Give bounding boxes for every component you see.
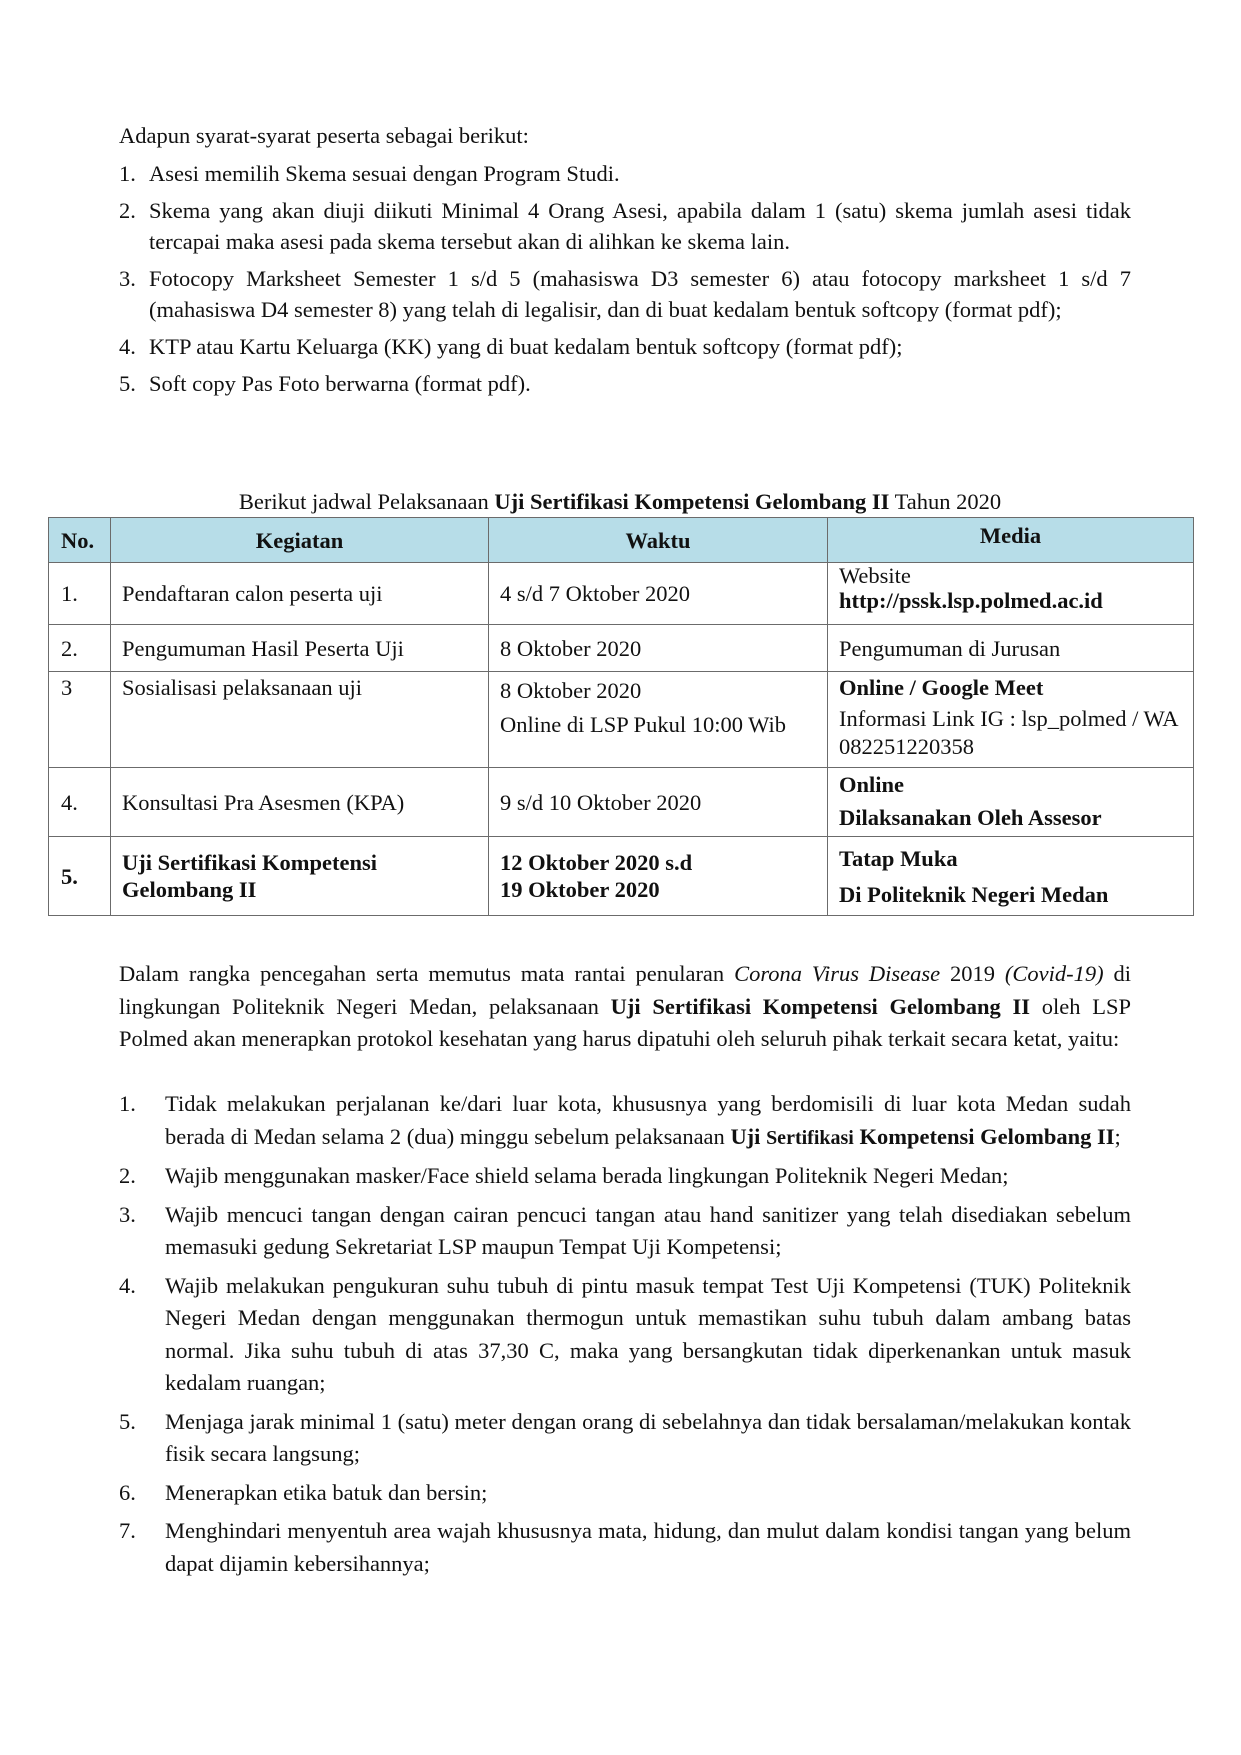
cell-waktu: 4 s/d 7 Oktober 2020 bbox=[489, 563, 828, 625]
list-text: Wajib melakukan pengukuran suhu tubuh di pintu masuk tempat Test Uji Kompetensi (TUK) Politeknik Negeri Medan dengan menggunakan thermogun untuk memastikan suhu tubuh dalam ambang batas normal. Jika suhu tubuh di atas 37,30 C, maka yang bersangkutan tidak diperkenankan untuk masuk kedalam ruangan; bbox=[165, 1272, 1131, 1395]
list-item bbox=[119, 1406, 1131, 1471]
cell-kegiatan: Pendaftaran calon peserta uji bbox=[111, 563, 489, 625]
cell-media bbox=[828, 672, 1194, 768]
list-item bbox=[119, 1477, 1131, 1510]
cell-no: 1. bbox=[49, 563, 111, 625]
media-detail: Dilaksanakan Oleh Assesor bbox=[839, 805, 1102, 830]
media-detail: Di Politeknik Negeri Medan bbox=[839, 882, 1109, 907]
header-waktu: Waktu bbox=[489, 518, 828, 563]
list-item bbox=[119, 1088, 1131, 1154]
list-item bbox=[119, 263, 1131, 325]
list-text: Wajib menggunakan masker/Face shield selama berada lingkungan Politeknik Negeri Medan; bbox=[165, 1163, 1009, 1188]
website-link[interactable]: http://pssk.lsp.polmed.ac.id bbox=[839, 588, 1103, 613]
list-number: 1. bbox=[119, 161, 136, 186]
media-label: Online bbox=[839, 772, 905, 797]
media-label: Website bbox=[839, 563, 911, 588]
list-number: 5. bbox=[119, 371, 136, 396]
header-kegiatan: Kegiatan bbox=[111, 518, 489, 563]
list-text: Menerapkan etika batuk dan bersin; bbox=[165, 1479, 488, 1505]
list-item bbox=[119, 1515, 1131, 1580]
para-italic: (Covid-19) bbox=[1004, 961, 1104, 986]
list-text: ; bbox=[1114, 1123, 1121, 1149]
list-number: 5. bbox=[119, 1408, 136, 1434]
list-number: 6. bbox=[119, 1479, 136, 1505]
list-item bbox=[119, 1199, 1131, 1264]
waktu-line: 12 Oktober 2020 s.d bbox=[500, 850, 693, 875]
cell-media bbox=[828, 837, 1194, 916]
waktu-line: 8 Oktober 2020 bbox=[500, 678, 642, 703]
schedule-table bbox=[48, 517, 1194, 916]
caption-prefix: Berikut jadwal Pelaksanaan bbox=[238, 489, 495, 514]
list-text: Soft copy Pas Foto berwarna (format pdf). bbox=[149, 371, 531, 396]
cell-no: 5. bbox=[49, 837, 111, 916]
list-text: KTP atau Kartu Keluarga (KK) yang di buat kedalam bentuk softcopy (format pdf); bbox=[149, 334, 903, 359]
list-text: Menjaga jarak minimal 1 (satu) meter dengan orang di sebelahnya dan tidak bersalaman/melakukan kontak fisik secara langsung; bbox=[165, 1408, 1131, 1466]
cell-no: 3 bbox=[49, 672, 111, 768]
table-row bbox=[49, 625, 1194, 672]
list-text: Menghindari menyentuh area wajah khususnya mata, hidung, dan mulut dalam kondisi tangan yang belum dapat dijamin kebersihannya; bbox=[165, 1518, 1131, 1576]
list-number: 7. bbox=[119, 1518, 136, 1543]
protocol-paragraph bbox=[119, 958, 1131, 1056]
list-number: 1. bbox=[119, 1091, 136, 1116]
waktu-line: Online di LSP Pukul 10:00 Wib bbox=[500, 712, 786, 737]
cell-kegiatan: Konsultasi Pra Asesmen (KPA) bbox=[111, 768, 489, 837]
para-text: oleh LSP Polmed akan menerapkan protokol kesehatan yang harus dipatuhi oleh seluruh pihak terkait secara ketat, yaitu: bbox=[119, 993, 1131, 1051]
para-text: di lingkungan Politeknik Negeri Medan, pelaksanaan bbox=[119, 961, 1131, 1019]
media-detail: Informasi Link IG : lsp_polmed / WA 082251220358 bbox=[839, 706, 1178, 759]
list-item bbox=[119, 1160, 1131, 1193]
cell-kegiatan: Sosialisasi pelaksanaan uji bbox=[111, 672, 489, 768]
cell-media bbox=[828, 563, 1194, 625]
cell-no: 4. bbox=[49, 768, 111, 837]
cell-media: Pengumuman di Jurusan bbox=[828, 625, 1194, 672]
para-bold: Uji Sertifikasi Kompetensi Gelombang II bbox=[610, 993, 1031, 1019]
table-row bbox=[49, 768, 1194, 837]
list-number: 4. bbox=[119, 334, 136, 359]
list-bold: Sertifikasi bbox=[766, 1126, 854, 1149]
list-text: Tidak melakukan perjalanan ke/dari luar kota, khususnya yang berdomisili di luar kota Medan sudah berada di Medan selama 2 (dua) minggu sebelum pelaksanaan bbox=[165, 1091, 1131, 1149]
list-number: 4. bbox=[119, 1272, 136, 1298]
list-item bbox=[119, 195, 1131, 257]
header-media: Media bbox=[828, 518, 1194, 563]
table-row bbox=[49, 672, 1194, 768]
protocol-list bbox=[119, 1088, 1131, 1586]
requirements-intro: Adapun syarat-syarat peserta sebagai berikut: bbox=[119, 123, 529, 148]
cell-waktu: 9 s/d 10 Oktober 2020 bbox=[489, 768, 828, 837]
list-number: 2. bbox=[119, 198, 136, 223]
para-italic: Corona Virus Disease bbox=[734, 961, 941, 986]
para-text: Dalam rangka pencegahan serta memutus mata rantai penularan bbox=[119, 961, 735, 986]
media-label: Online / Google Meet bbox=[839, 675, 1044, 700]
list-number: 3. bbox=[119, 1201, 136, 1227]
header-no: No. bbox=[49, 518, 111, 563]
list-item bbox=[119, 331, 1131, 362]
list-text: Fotocopy Marksheet Semester 1 s/d 5 (mahasiswa D3 semester 6) atau fotocopy marksheet 1 s/d 7 (mahasiswa D4 semester 8) yang telah di legalisir, dan di buat kedalam bentuk softcopy (format pdf); bbox=[149, 266, 1131, 322]
list-bold: Kompetensi Gelombang II bbox=[853, 1123, 1115, 1149]
caption-suffix: Tahun 2020 bbox=[889, 489, 1002, 514]
para-text: 2019 bbox=[940, 961, 1005, 986]
caption-bold: Uji Sertifikasi Kompetensi Gelombang II bbox=[494, 489, 890, 514]
requirements-list bbox=[119, 158, 1131, 405]
cell-no: 2. bbox=[49, 625, 111, 672]
list-text: Wajib mencuci tangan dengan cairan pencuci tangan atau hand sanitizer yang telah disediakan sebelum memasuki gedung Sekretariat LSP maupun Tempat Uji Kompetensi; bbox=[165, 1201, 1131, 1259]
schedule-caption bbox=[48, 486, 1192, 517]
media-label: Tatap Muka bbox=[839, 846, 958, 871]
waktu-line: 19 Oktober 2020 bbox=[500, 877, 660, 902]
cell-media bbox=[828, 768, 1194, 837]
table-row bbox=[49, 563, 1194, 625]
cell-waktu bbox=[489, 837, 828, 916]
list-number: 2. bbox=[119, 1163, 136, 1188]
list-item bbox=[119, 158, 1131, 189]
list-number: 3. bbox=[119, 266, 136, 291]
cell-waktu: 8 Oktober 2020 bbox=[489, 625, 828, 672]
list-item bbox=[119, 1270, 1131, 1400]
cell-kegiatan: Pengumuman Hasil Peserta Uji bbox=[111, 625, 489, 672]
table-header-row bbox=[49, 518, 1194, 563]
list-text: Asesi memilih Skema sesuai dengan Program Studi. bbox=[149, 161, 620, 186]
table-row bbox=[49, 837, 1194, 916]
list-text: Skema yang akan diuji diikuti Minimal 4 Orang Asesi, apabila dalam 1 (satu) skema jumlah asesi tidak tercapai maka asesi pada skema tersebut akan di alihkan ke skema lain. bbox=[149, 198, 1131, 254]
cell-waktu bbox=[489, 672, 828, 768]
list-bold: Uji bbox=[730, 1123, 767, 1149]
cell-kegiatan: Uji Sertifikasi Kompetensi Gelombang II bbox=[111, 837, 489, 916]
list-item bbox=[119, 368, 1131, 399]
